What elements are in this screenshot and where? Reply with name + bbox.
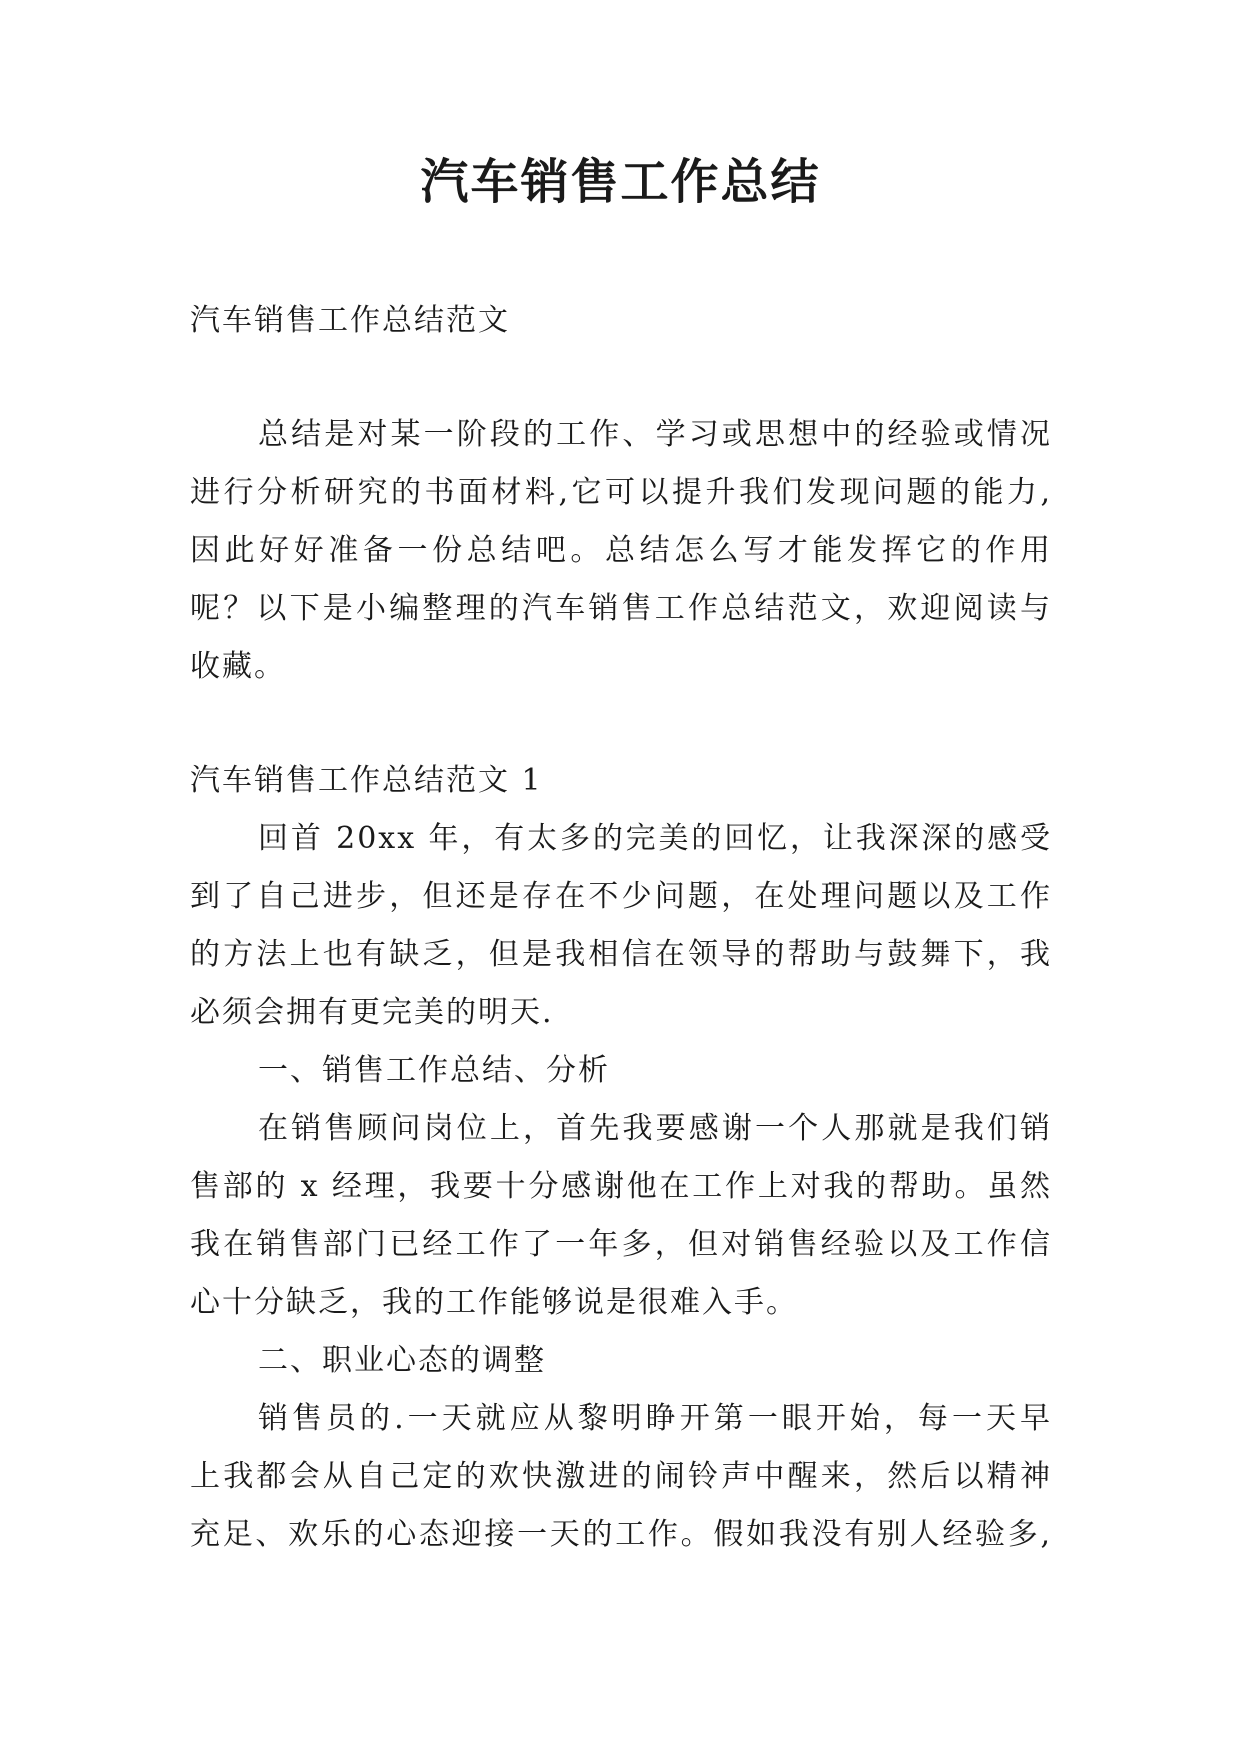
paragraph-line: 上我都会从自己定的欢快激进的闹铃声中醒来，然后以精神	[190, 1459, 1052, 1494]
intro-line: 因此好好准备一份总结吧。总结怎么写才能发挥它的作用	[190, 533, 1052, 568]
paragraph-line: 销售员的.一天就应从黎明睁开第一眼开始，每一天早	[258, 1401, 1052, 1436]
paragraph-line: 心十分缺乏，我的工作能够说是很难入手。	[190, 1285, 798, 1320]
paragraph-line: 售部的 x 经理，我要十分感谢他在工作上对我的帮助。虽然	[190, 1169, 1052, 1204]
document-subtitle: 汽车销售工作总结范文	[190, 303, 510, 338]
intro-line: 总结是对某一阶段的工作、学习或思想中的经验或情况	[258, 417, 1052, 452]
section-heading: 汽车销售工作总结范文 1	[190, 763, 543, 798]
paragraph-line: 必须会拥有更完美的明天.	[190, 995, 554, 1030]
paragraph-line: 充足、欢乐的心态迎接一天的工作。假如我没有别人经验多,	[190, 1517, 1052, 1552]
paragraph-line: 在销售顾问岗位上，首先我要感谢一个人那就是我们销	[258, 1111, 1052, 1146]
paragraph-2	[190, 1100, 1052, 1332]
paragraph-line: 的方法上也有缺乏，但是我相信在领导的帮助与鼓舞下，我	[190, 937, 1052, 972]
paragraph-line: 我在销售部门已经工作了一年多，但对销售经验以及工作信	[190, 1227, 1052, 1262]
paragraph-1	[190, 810, 1052, 1042]
paragraph-3	[190, 1390, 1052, 1564]
intro-line: 呢？以下是小编整理的汽车销售工作总结范文，欢迎阅读与	[190, 591, 1052, 626]
document-body	[190, 292, 1052, 1564]
intro-line: 收藏。	[190, 649, 286, 684]
paragraph-line: 到了自己进步，但还是存在不少问题，在处理问题以及工作	[190, 879, 1052, 914]
subheading-mindset: 二、职业心态的调整	[258, 1343, 546, 1378]
intro-line: 进行分析研究的书面材料,它可以提升我们发现问题的能力,	[190, 475, 1052, 510]
subheading-sales-summary: 一、销售工作总结、分析	[258, 1053, 610, 1088]
document-title: 汽车销售工作总结	[420, 154, 821, 210]
paragraph-line: 回首 20xx 年，有太多的完美的回忆，让我深深的感受	[258, 821, 1052, 856]
intro-paragraph	[190, 406, 1052, 696]
